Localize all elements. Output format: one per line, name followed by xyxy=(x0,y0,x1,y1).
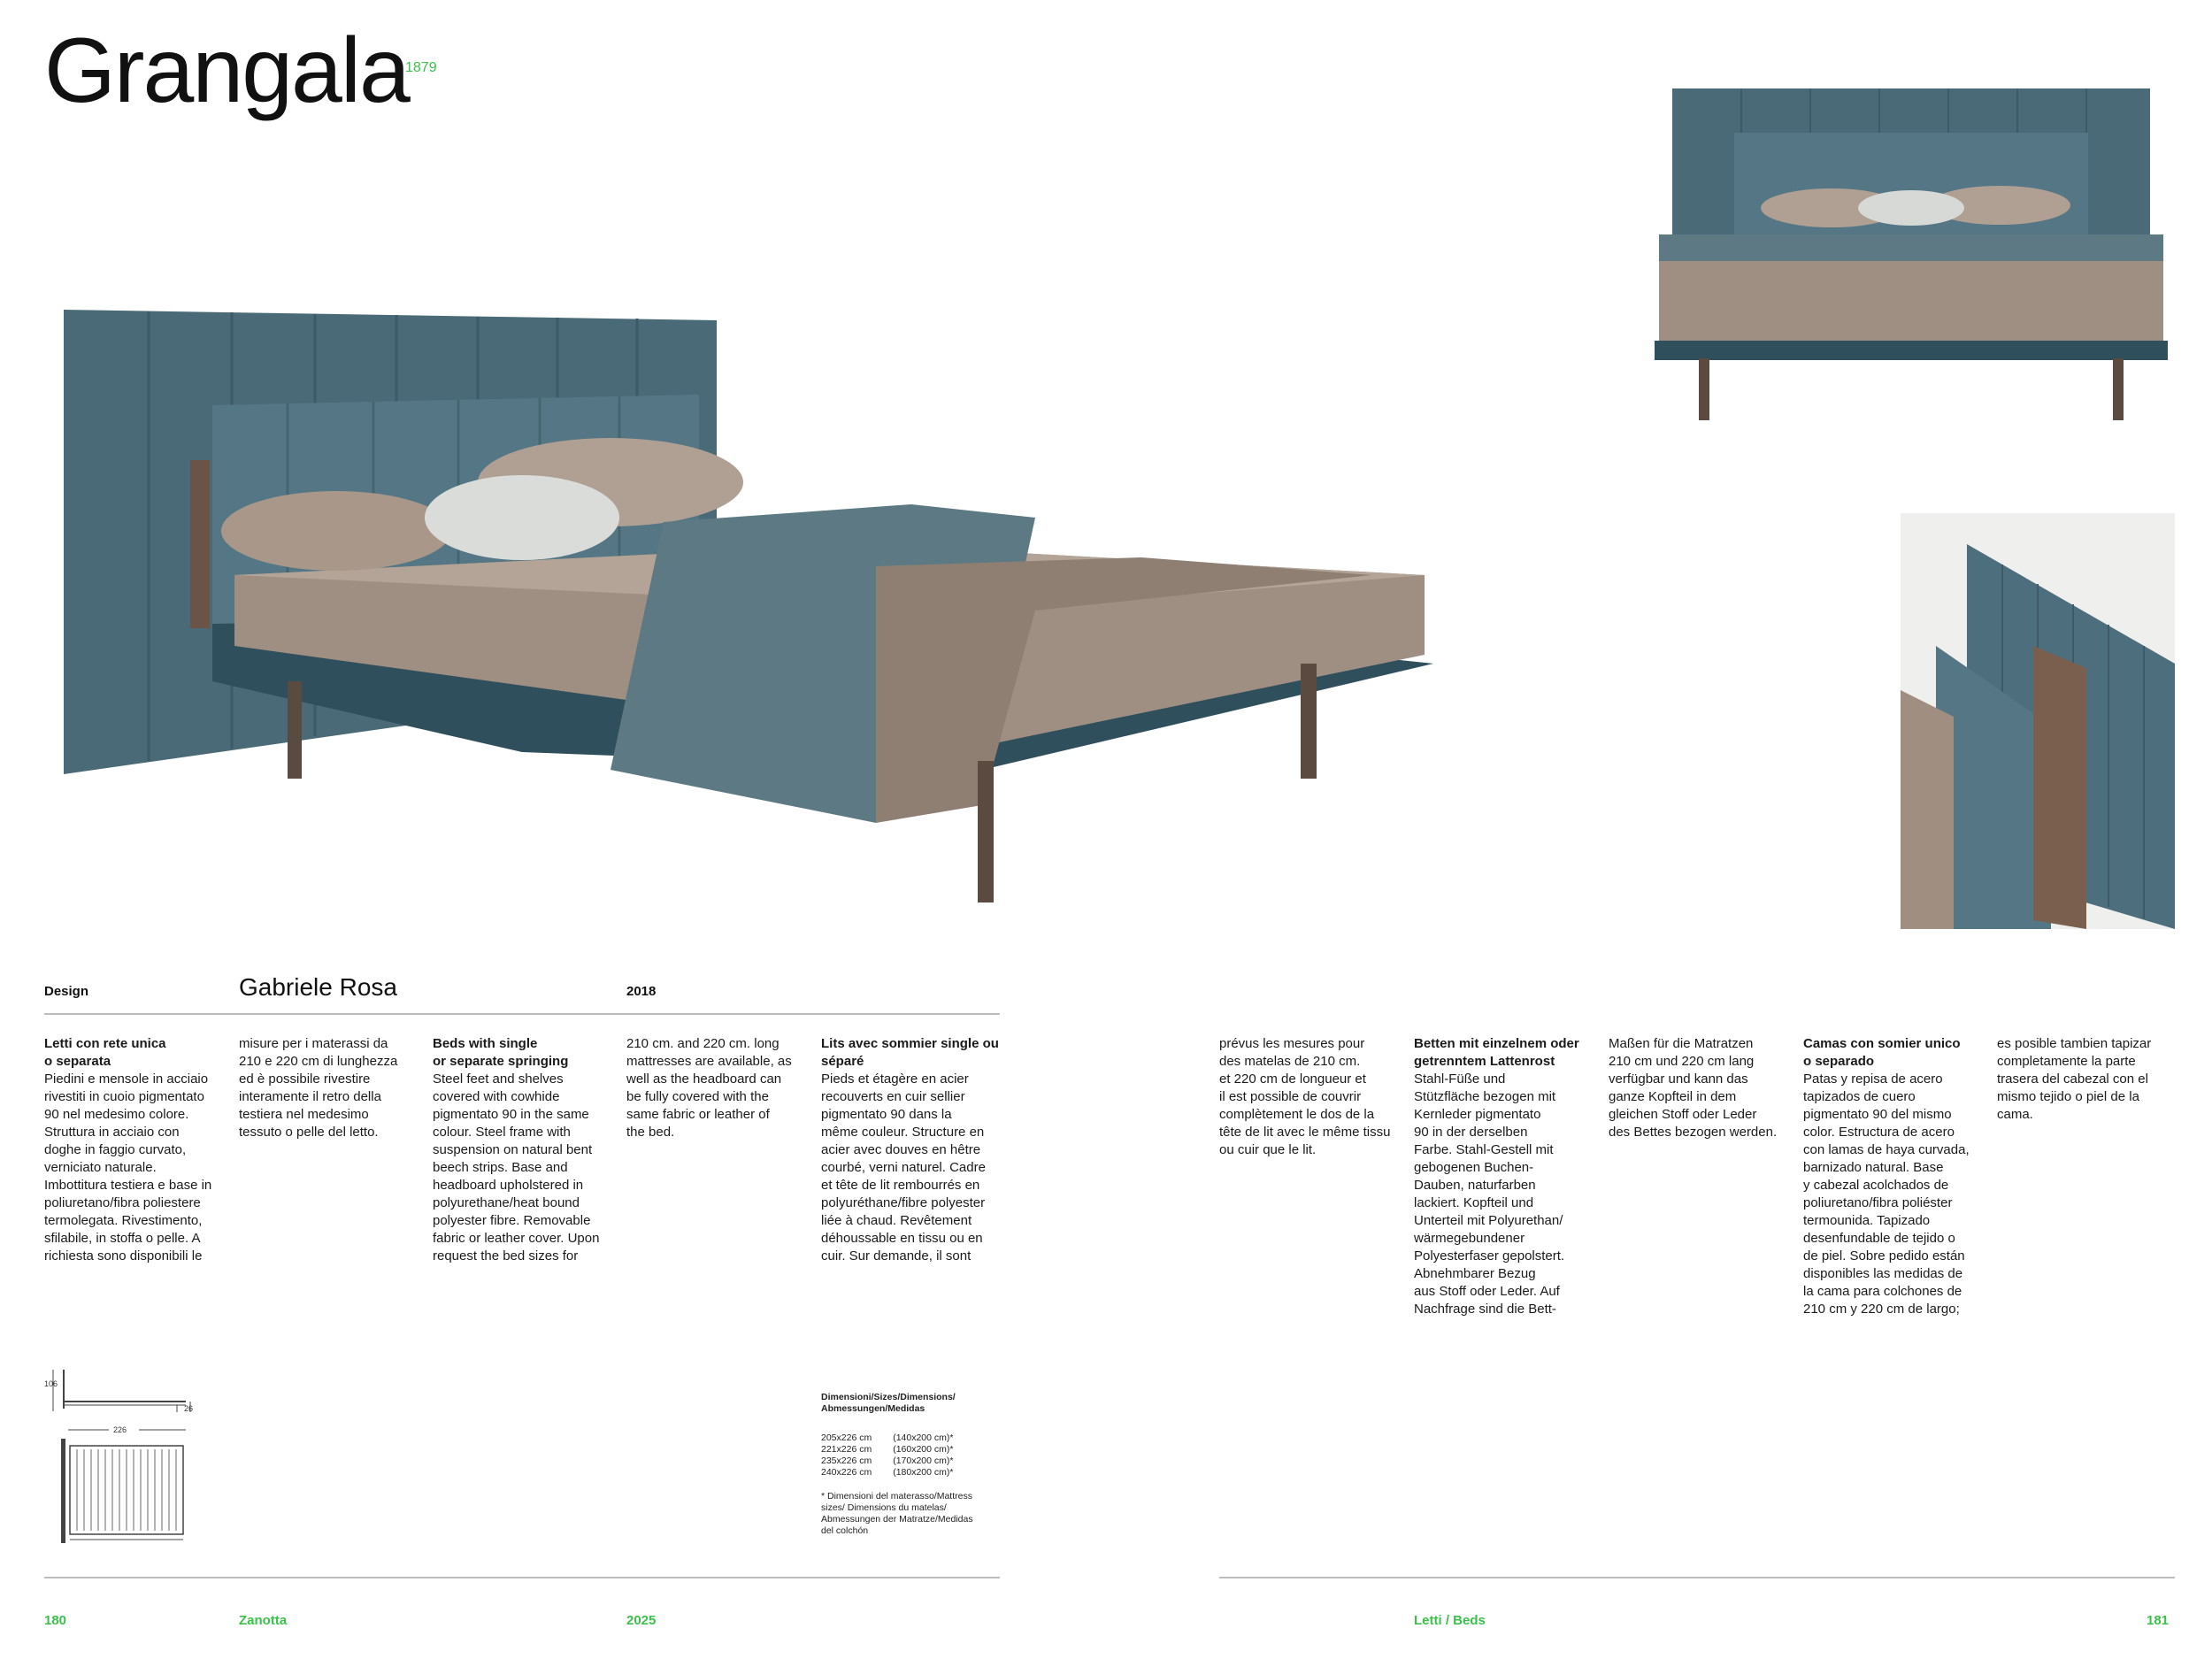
diagram-height-label: 106 xyxy=(44,1379,58,1388)
bed-main-photo xyxy=(44,186,1513,956)
design-year: 2018 xyxy=(626,984,657,999)
designer-name: Gabriele Rosa xyxy=(239,973,397,1001)
dimensions-table xyxy=(821,1432,974,1479)
dimensions-block xyxy=(821,1392,998,1537)
column-body: prévus les mesures pour des matelas de 210 cm. et 220 cm de longueur et il est possible de couvrir complètement le dos de la tête de lit avec le même tissu ou cuir que le lit. xyxy=(1219,1036,1391,1157)
brand-name: Zanotta xyxy=(239,1613,288,1628)
column-body: misure per i materassi da 210 e 220 cm di lunghezza ed è possibile rivestire interamente il retro della testiera nel medesimo tessuto o pelle del letto. xyxy=(239,1036,398,1140)
bed-front-photo xyxy=(1646,80,2177,434)
dimensions-heading: Dimensioni/Sizes/Dimensions/ Abmessungen/Medidas xyxy=(821,1392,956,1414)
column-body: Piedini e mensole in acciaio rivestiti in cuoio pigmentato 90 nel medesimo colore. Struttura in acciaio con doghe in faggio curvato, verniciato naturale. Imbottitura testiera e base in poliuretano/fibra poliestere termolegata. Rivestimento, sfilabile, in stoffa o pelle. A richiesta sono disponibili le xyxy=(44,1071,212,1263)
headboard-detail-photo xyxy=(1901,513,2175,929)
column-heading: Beds with single or separate springing xyxy=(433,1036,569,1069)
table-row xyxy=(821,1432,974,1444)
side-elevation-diagram xyxy=(44,1363,195,1416)
table-row xyxy=(821,1444,974,1455)
column-body: Stahl-Füße und Stützfläche bezogen mit Kernleder pigmentato 90 in der derselben Farbe. Stahl-Gestell mit gebogenen Buchen- Dauben, naturfarben lackiert. Kopfteil und Unterteil mit Polyurethan/ wärmegebundener Polyesterfaser gepolstert. Abnehmbarer Bezug aus Stoff oder Leder. Auf Nachfrage sind die Bett- xyxy=(1414,1071,1565,1317)
table-row xyxy=(821,1467,974,1479)
page-number-left: 180 xyxy=(44,1613,67,1628)
mattress-cell: (170x200 cm)* xyxy=(893,1455,954,1466)
text-column-french-cont xyxy=(1219,1035,1401,1159)
text-column-english xyxy=(433,1035,614,1265)
size-cell: 205x226 cm xyxy=(821,1432,872,1443)
text-column-spanish xyxy=(1803,1035,1985,1318)
size-cell: 240x226 cm xyxy=(821,1467,872,1478)
mattress-cell: (180x200 cm)* xyxy=(893,1467,954,1478)
diagram-length-label: 226 xyxy=(113,1425,127,1434)
mattress-cell: (160x200 cm)* xyxy=(893,1444,954,1455)
mattress-footnote: * Dimensioni del materasso/Mattress sizes/ Dimensions du matelas/ Abmessungen der Matratze/Medidas del colchón xyxy=(821,1491,973,1536)
text-column-german-cont xyxy=(1609,1035,1790,1141)
column-body: Patas y repisa de acero tapizados de cuero pigmentato 90 del mismo color. Estructura de acero con lamas de haya curvada, barnizado natural. Base y cabezal acolchados de poliuretano/fibra poliéster termounida. Tapizado desenfundable de tejido o de piel. Sobre pedido están disponibles las medidas de la cama para colchones de 210 cm y 220 cm de largo; xyxy=(1803,1071,1970,1317)
column-body: Steel feet and shelves covered with cowhide pigmentato 90 in the same colour. Steel frame with suspension on natural bent beech strips. Base and headboard upholstered in polyurethane/heat bound polyester fibre. Removable fabric or leather cover. Upon request the bed sizes for xyxy=(433,1071,600,1263)
divider-bottom-left xyxy=(44,1577,1000,1578)
column-heading: Lits avec sommier single ou séparé xyxy=(821,1036,999,1069)
text-column-english-cont xyxy=(626,1035,808,1141)
text-column-spanish-cont xyxy=(1997,1035,2178,1124)
size-cell: 235x226 cm xyxy=(821,1455,872,1466)
catalog-year: 2025 xyxy=(626,1613,657,1628)
text-column-italian xyxy=(44,1035,226,1265)
diagram-base-label: 26 xyxy=(184,1404,194,1413)
plan-view-diagram xyxy=(58,1423,190,1547)
column-body: 210 cm. and 220 cm. long mattresses are available, as well as the headboard can be fully covered with the same fabric or leather of the bed. xyxy=(626,1036,792,1140)
column-heading: Letti con rete unica o separata xyxy=(44,1036,166,1069)
column-heading: Camas con somier unico o separado xyxy=(1803,1036,1961,1069)
table-row xyxy=(821,1455,974,1467)
page-title: Grangala xyxy=(44,19,409,122)
text-column-french xyxy=(821,1035,1002,1265)
size-cell: 221x226 cm xyxy=(821,1444,872,1455)
design-label: Design xyxy=(44,984,89,999)
section-name: Letti / Beds xyxy=(1414,1613,1486,1628)
divider-bottom-right xyxy=(1219,1577,2175,1578)
text-column-italian-cont xyxy=(239,1035,420,1141)
divider-top-left xyxy=(44,1013,1000,1015)
column-body: Maßen für die Matratzen 210 cm und 220 cm lang verfügbar und kann das ganze Kopfteil in dem gleichen Stoff oder Leder des Bettes bezogen werden. xyxy=(1609,1036,1778,1140)
mattress-cell: (140x200 cm)* xyxy=(893,1432,954,1443)
title-year: 1879 xyxy=(405,60,437,75)
column-body: Pieds et étagère en acier recouverts en cuir sellier pigmentato 90 dans la même couleur. Structure en acier avec douves en hêtre courbé, verni naturel. Cadre et tête de lit rembourrés en polyuréthane/fibre polyester liée à chaud. Revêtement déhoussable en tissu ou en cuir. Sur demande, il sont xyxy=(821,1071,986,1263)
text-column-german xyxy=(1414,1035,1595,1318)
column-heading: Betten mit einzelnem oder getrenntem Lattenrost xyxy=(1414,1036,1579,1069)
page-number-right: 181 xyxy=(2147,1613,2170,1628)
column-body: es posible tambien tapizar completamente la parte trasera del cabezal con el mismo tejido o piel de la cama. xyxy=(1997,1036,2152,1122)
